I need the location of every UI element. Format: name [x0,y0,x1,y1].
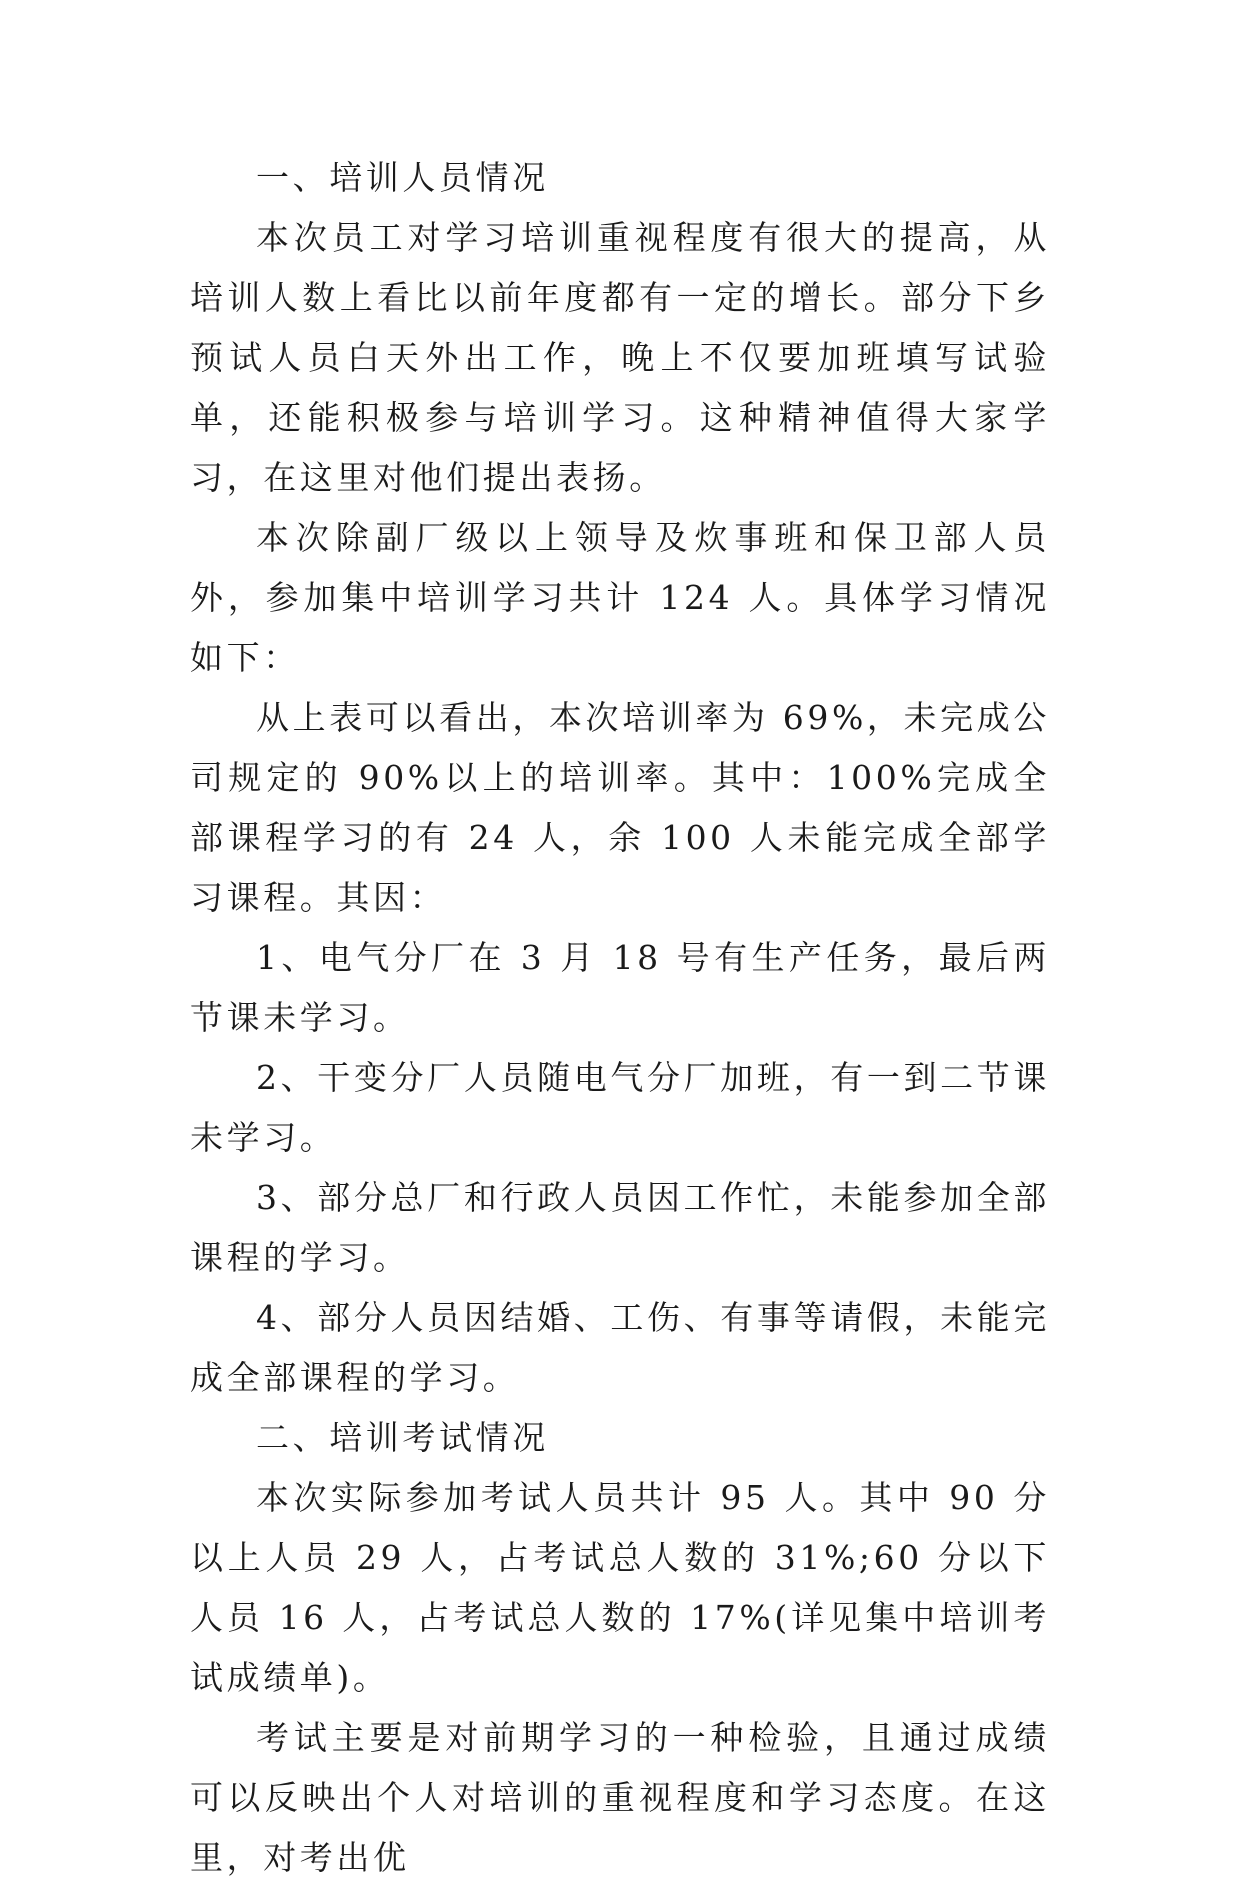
section-heading-2: 二、培训考试情况 [256,1418,549,1457]
document-page [190,148,1050,1888]
reason-item-2: 2、干变分厂人员随电气分厂加班，有一到二节课未学习。 [190,1058,1050,1157]
paragraph-attitude: 本次员工对学习培训重视程度有很大的提高，从培训人数上看比以前年度都有一定的增长。部分下乡预试人员白天外出工作，晚上不仅要加班填写试验单，还能积极参与培训学习。这种精神值得大家学习，在这里对他们提出表扬。 [190,218,1050,497]
paragraph-exam-purpose: 考试主要是对前期学习的一种检验，且通过成绩可以反映出个人对培训的重视程度和学习态度。在这里，对考出优 [190,1718,1050,1877]
paragraph-training-rate: 从上表可以看出，本次培训率为 69%，未完成公司规定的 90%以上的培训率。其中：100%完成全部课程学习的有 24 人，余 100 人未能完成全部学习课程。其因： [190,698,1050,917]
reason-item-3: 3、部分总厂和行政人员因工作忙，未能参加全部课程的学习。 [190,1178,1050,1277]
section-heading-1: 一、培训人员情况 [256,158,549,197]
reason-item-4: 4、部分人员因结婚、工伤、有事等请假，未能完成全部课程的学习。 [190,1298,1050,1397]
reason-item-1: 1、电气分厂在 3 月 18 号有生产任务，最后两节课未学习。 [190,938,1050,1037]
paragraph-exam-results: 本次实际参加考试人员共计 95 人。其中 90 分以上人员 29 人，占考试总人数的 31%;60 分以下人员 16 人，占考试总人数的 17%(详见集中培训考试成绩单)。 [190,1478,1050,1697]
paragraph-participants: 本次除副厂级以上领导及炊事班和保卫部人员外，参加集中培训学习共计 124 人。具体学习情况如下： [190,518,1050,677]
